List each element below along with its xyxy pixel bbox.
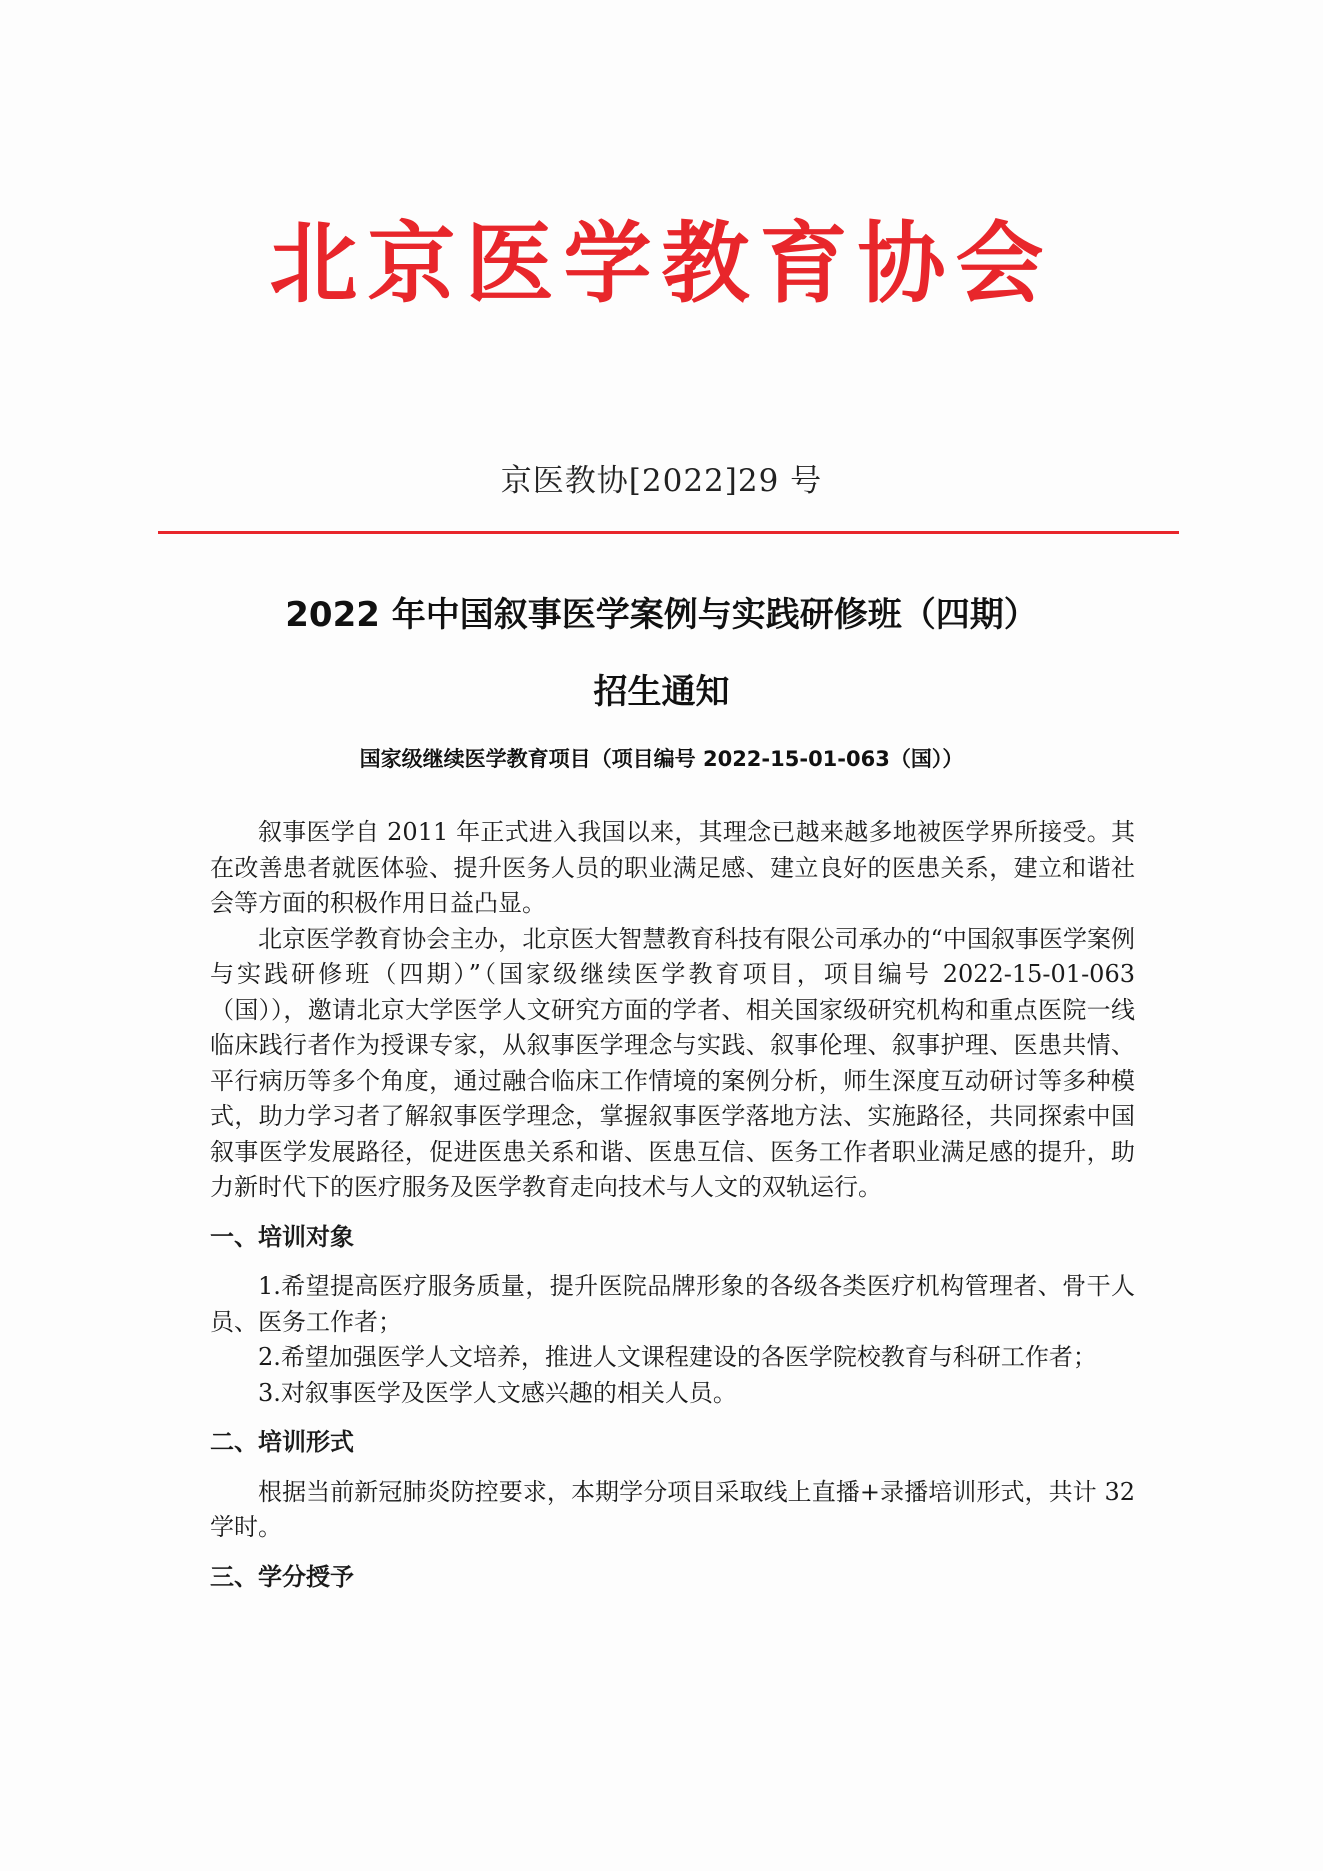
document-number: 京医教协[2022]29 号 [500,463,823,499]
intro-paragraph-2: 北京医学教育协会主办，北京医大智慧教育科技有限公司承办的“中国叙事医学案例与实践研修班（四期）”（国家级继续医学教育项目，项目编号 2022-15-01-063（国）），邀请北京大学医学人文研究方面的学者、相关国家级研究机构和重点医院一线临床践行者作为授课专家，从叙事医学理念与实践、叙事伦理、叙事护理、医患共情、平行病历等多个角度，通过融合临床工作情境的案例分析，师生深度互动研讨等多种模式，助力学习者了解叙事医学理念，掌握叙事医学落地方法、实施路径，共同探索中国叙事医学发展路径，促进医患关系和谐、医患互信、医务工作者职业满足感的提升，助力新时代下的医疗服务及医学教育走向技术与人文的双轨运行。 [210,924,1135,1201]
training-format-text: 根据当前新冠肺炎防控要求，本期学分项目采取线上直播+录播培训形式，共计 32 学时。 [210,1477,1135,1541]
document-title-line1: 2022 年中国叙事医学案例与实践研修班（四期） [285,595,1038,635]
section-heading-training-format: 二、培训形式 [210,1428,354,1456]
organization-letterhead: 北京医学教育协会 [269,211,1054,315]
section-heading-credit-award: 三、学分授予 [210,1562,354,1591]
intro-paragraph-1: 叙事医学自 2011 年正式进入我国以来，其理念已越来越多地被医学界所接受。其在改善患者就医体验、提升医务人员的职业满足感、建立良好的医患关系，建立和谐社会等方面的积极作用日益凸显。 [210,818,1135,917]
section-heading-training-target: 一、培训对象 [210,1222,354,1251]
training-target-item-3: 3.对叙事医学及医学人文感兴趣的相关人员。 [258,1378,737,1407]
document-title-line2: 招生通知 [593,672,730,712]
training-target-item-1: 1.希望提高医疗服务质量，提升医院品牌形象的各级各类医疗机构管理者、骨干人员、医务工作者； [210,1272,1135,1336]
letterhead-divider [158,531,1179,534]
document-body [210,815,1135,1595]
training-target-item-2: 2.希望加强医学人文培养，推进人文课程建设的各医学院校教育与科研工作者； [258,1343,1097,1371]
document-subtitle: 国家级继续医学教育项目（项目编号 2022-15-01-063（国）） [359,747,964,771]
